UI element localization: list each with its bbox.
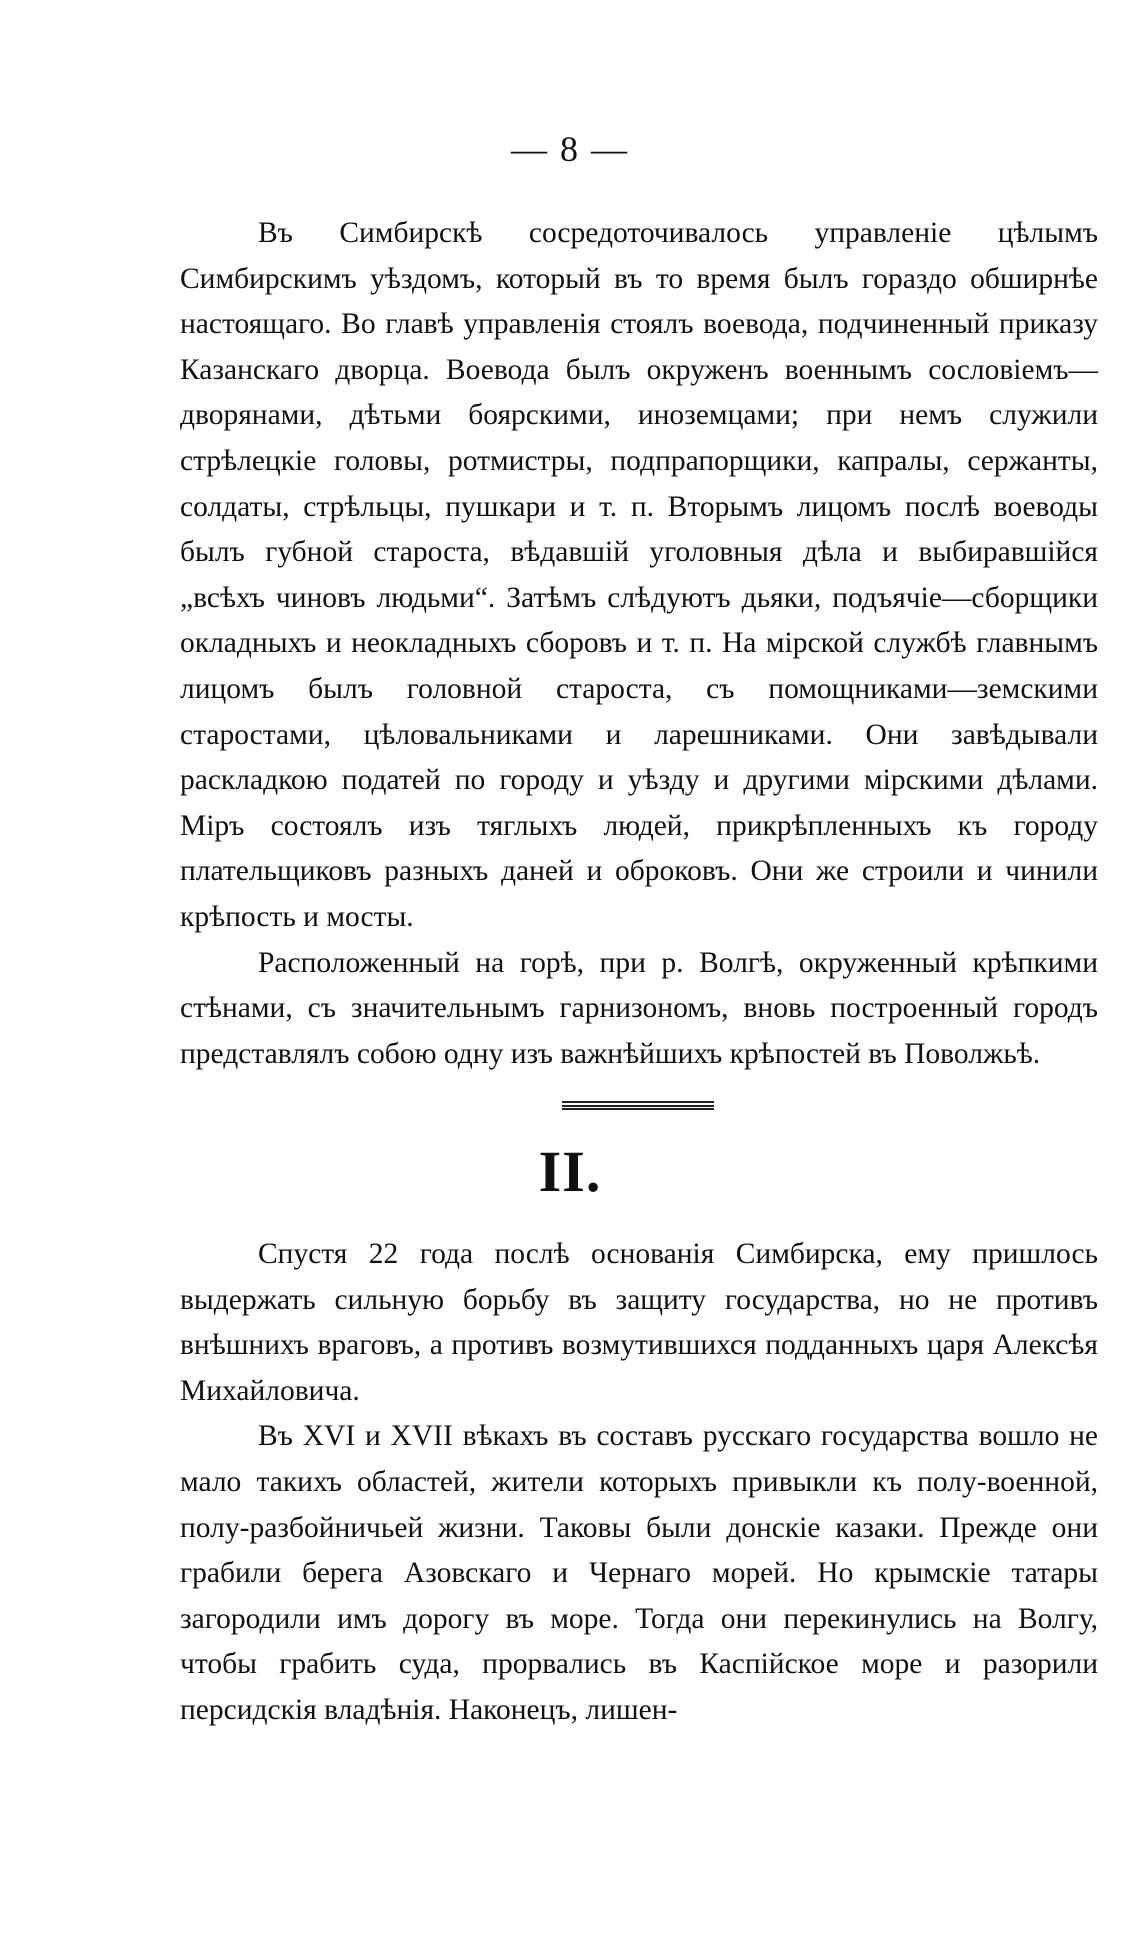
paragraph: Спустя 22 года послѣ основанія Симбирска, ему пришлось выдержать сильную борьбу въ защиту государства, но не противъ внѣшнихъ враговъ, а противъ возмутившихся подданныхъ царя Алексѣя Михайловича. <box>180 1238 1098 1407</box>
section-separator <box>562 1101 714 1110</box>
page-number: — 8 — <box>511 129 629 169</box>
paragraph: Въ XVI и XVII вѣкахъ въ составъ русскаго государства вошло не мало такихъ областей, жители которыхъ привыкли къ полу-военной, полу-разбойничьей жизни. Таковы были донскіе казаки. Прежде они грабили берега Азовскаго и Чернаго морей. Но крымскіе татары загородили имъ дорогу въ море. Тогда они перекинулись на Волгу, чтобы грабить суда, прорвались въ Каспійское море и разорили персидскія владѣнія. Наконецъ, лишен- <box>180 1420 1098 1726</box>
paragraph: Расположенный на горѣ, при р. Волгѣ, окруженный крѣпкими стѣнами, съ значительнымъ гарнизономъ, вновь построенный городъ представлялъ собою одну изъ важнѣйшихъ крѣпостей въ Поволжьѣ. <box>180 946 1098 1070</box>
section-2-text <box>180 1232 1098 1734</box>
paragraph: Въ Симбирскѣ сосредоточивалось управленіе цѣлымъ Симбирскимъ уѣздомъ, который въ то время былъ гораздо обширнѣе настоящаго. Во главѣ управленія стоялъ воевода, подчиненный приказу Казанскаго дворца. Воевода былъ окруженъ военнымъ сословіемъ—дворянами, дѣтьми боярскими, иноземцами; при немъ служили стрѣлецкіе головы, ротмистры, подпрапорщики, капралы, сержанты, солдаты, стрѣльцы, пушкари и т. п. Вторымъ лицомъ послѣ воеводы былъ губной староста, вѣдавшій уголовныя дѣла и выбиравшійся „всѣхъ чиновъ людьми“. Затѣмъ слѣдуютъ дьяки, подъячіе—сборщики окладныхъ и неокладныхъ сборовъ и т. п. На мірской службѣ главнымъ лицомъ былъ головной староста, съ помощниками—земскими старостами, цѣловальниками и ларешниками. Они завѣдывали раскладкою податей по городу и уѣзду и другими мірскими дѣлами. Міръ состоялъ изъ тяглыхъ людей, прикрѣпленныхъ къ городу плательщиковъ разныхъ даней и оброковъ. Они же строили и чинили крѣпость и мосты. <box>180 217 1098 933</box>
section-1-text <box>180 211 1098 1077</box>
section-heading: II. <box>538 1139 602 1204</box>
